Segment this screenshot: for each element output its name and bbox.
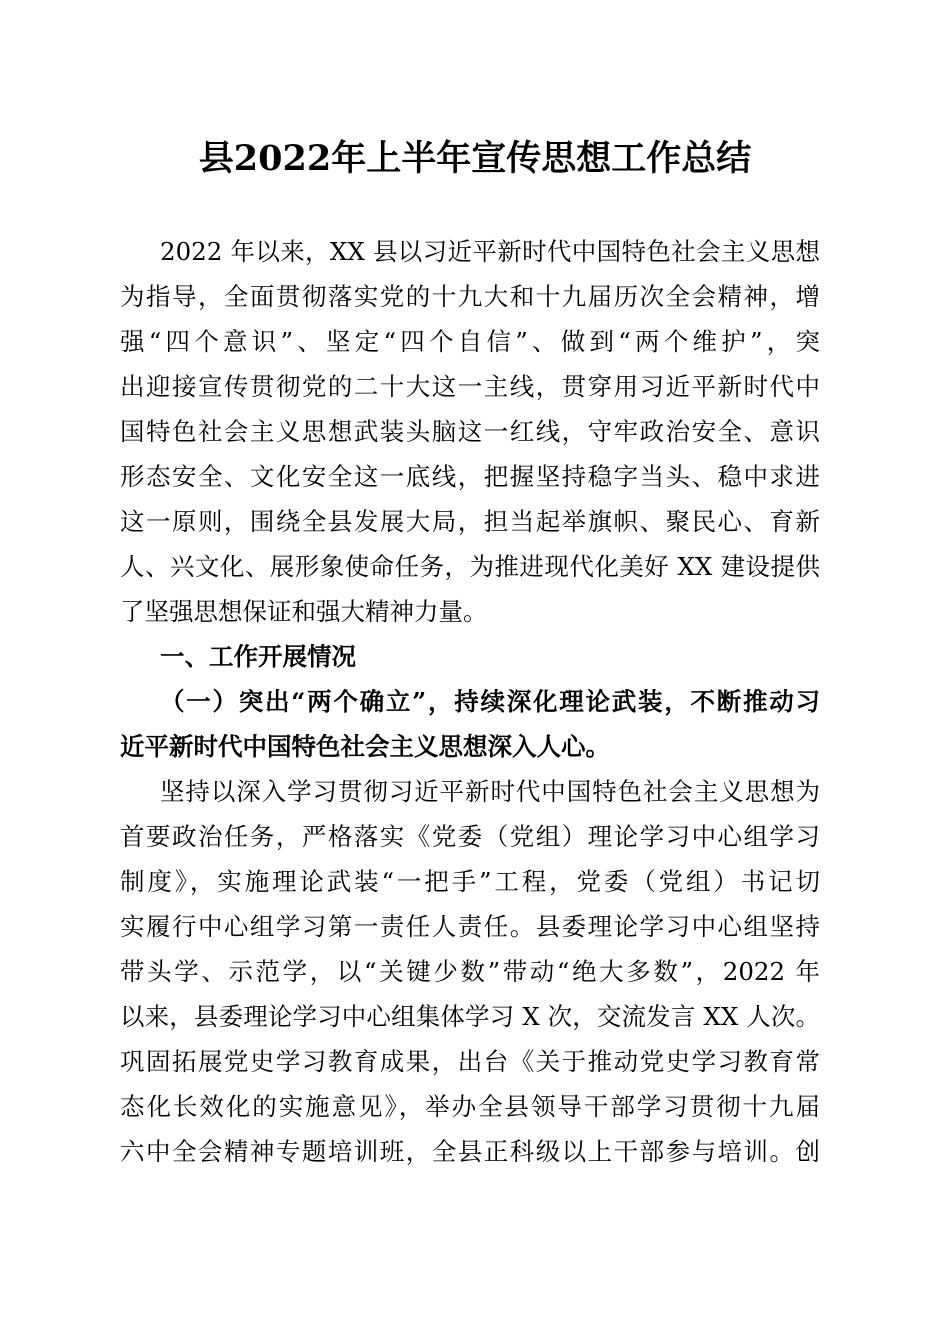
paragraph-line: 强“四个意识”、坚定“四个自信”、做到“两个维护”，突 xyxy=(120,327,820,356)
paragraph-line: 人、兴文化、展形象使命任务，为推进现代化美好 XX 建设提供 xyxy=(120,552,820,581)
paragraph-line: 带头学、示范学，以“关键少数”带动“绝大多数”，2022 年 xyxy=(120,957,820,986)
paragraph-line: 为指导，全面贯彻落实党的十九大和十九届历次全会精神，增 xyxy=(120,282,820,311)
section-heading: 一、工作开展情况 xyxy=(160,642,356,671)
paragraph-line: 这一原则，围绕全县发展大局，担当起举旗帜、聚民心、育新 xyxy=(120,507,820,536)
paragraph-line: 坚持以深入学习贯彻习近平新时代中国特色社会主义思想为 xyxy=(160,777,820,806)
paragraph-line: 首要政治任务，严格落实《党委（党组）理论学习中心组学习 xyxy=(120,822,820,851)
paragraph-line: 2022 年以来，XX 县以习近平新时代中国特色社会主义思想 xyxy=(160,237,820,266)
subsection-heading: （一）突出“两个确立”，持续深化理论武装，不断推动习 xyxy=(160,687,820,716)
paragraph-line: 了坚强思想保证和强大精神力量。 xyxy=(120,597,488,626)
paragraph-line: 实履行中心组学习第一责任人责任。县委理论学习中心组坚持 xyxy=(120,912,820,941)
paragraph-line: 态化长效化的实施意见》，举办全县领导干部学习贯彻十九届 xyxy=(120,1092,820,1121)
paragraph-line: 出迎接宣传贯彻党的二十大这一主线，贯穿用习近平新时代中 xyxy=(120,372,820,401)
subsection-heading: 近平新时代中国特色社会主义思想深入人心。 xyxy=(120,732,610,761)
paragraph-line: 六中全会精神专题培训班，全县正科级以上干部参与培训。创 xyxy=(120,1137,820,1166)
paragraph-line: 以来，县委理论学习中心组集体学习 X 次，交流发言 XX 人次。 xyxy=(120,1002,820,1031)
paragraph-line: 形态安全、文化安全这一底线，把握坚持稳字当头、稳中求进 xyxy=(120,462,820,491)
paragraph-line: 制度》，实施理论武装“一把手”工程，党委（党组）书记切 xyxy=(120,867,820,896)
document-title: 县2022年上半年宣传思想工作总结 xyxy=(198,138,752,179)
paragraph-line: 巩固拓展党史学习教育成果，出台《关于推动党史学习教育常 xyxy=(120,1047,820,1076)
paragraph-line: 国特色社会主义思想武装头脑这一红线，守牢政治安全、意识 xyxy=(120,417,820,446)
